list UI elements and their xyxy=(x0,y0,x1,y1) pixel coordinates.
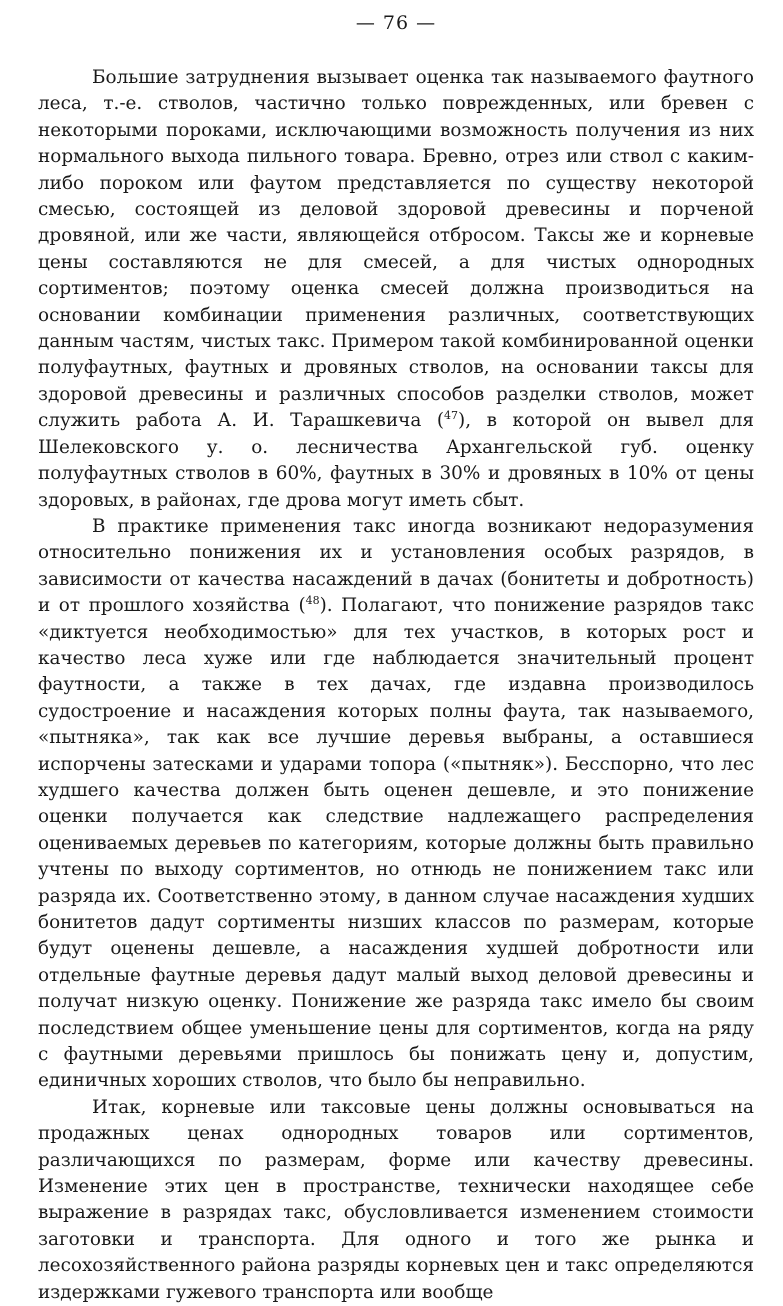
paragraph-text: Итак, корневые или таксовые цены должны основываться на продажных ценах однородных товаров или сортиментов, различающихся по размерам, форме или качеству древесины. Изменение этих цен в пространстве, технически находящее себе выражение в разрядах такс, обусловливается изменением стоимости заготовки и транспорта. Для одного и того же рынка и лесохозяйственного района разряды корневых цен и такс определяются издержками гужевого транспорта или вообще xyxy=(38,1096,754,1303)
paragraph-tax-categories xyxy=(38,514,754,1095)
page-number: — 76 — xyxy=(355,12,437,34)
footnote-reference: 48 xyxy=(305,594,320,607)
paragraph-text: ). Полагают, что понижение разрядов такс «диктуется необходимостью» для тех участков, в которых рост и качество леса хуже или где наблюдается значительный процент фаутности, а также в тех дачах, где издавна производилось судостроение и насаждения которых полны фаута, так называемого, «пытняка», так как все лучшие деревья выбраны, а оставшиеся испорчены затесками и ударами топора («пытняк»). Бесспорно, что лес худшего качества должен быть оценен дешевле, и это понижение оценки получается как следствие надлежащего распределения оцениваемых деревьев по категориям, которые должны быть правильно учтены по выходу сортиментов, но отнюдь не понижением такс или разряда их. Соответственно этому, в данном случае насаждения худших бонитетов дадут сортименты низших классов по размерам, которые будут оценены дешевле, а насаждения худшей добротности или отдельные фаутные деревья дадут малый выход деловой древесины и получат низкую оценку. Понижение же разряда такс имело бы своим последствием общее уменьшение цены для сортиментов, когда на ряду с фаутными деревьями пришлось бы понижать цену и, допустим, единичных хороших стволов, что было бы неправильно. xyxy=(38,595,754,1092)
paragraph-text: В практике применения такс иногда возникают недоразумения относительно понижения их и установления особых разрядов, в зависимости от качества насаждений в дачах (бонитеты и добротность) и от прошлого хозяйства ( xyxy=(38,515,754,617)
paragraph-text: Большие затруднения вызывает оценка так называемого фаутного леса, т.-е. стволов, частично только поврежденных, или бревен с некоторыми пороками, исключающими возможность получения из них нормального выхода пильного товара. Бревно, отрез или ствол с каким-либо пороком или фаутом представляется по существу некоторой смесью, состоящей из деловой здоровой древесины и порченой дровяной, или же части, являющейся отбросом. Таксы же и корневые цены составляются не для смесей, а для чистых однородных сортиментов; поэтому оценка смесей должна производиться на основании комбинации применения различных, соответствующих данным частям, чистых такс. Примером такой комбинированной оценки полуфаутных, фаутных и дровяных стволов, на основании таксы для здоровой древесины и различных способов разделки стволов, может служить работа А. И. Тарашкевича ( xyxy=(38,67,754,432)
footnote-reference: 47 xyxy=(444,409,459,423)
paragraph-stumpage-prices xyxy=(38,1095,754,1306)
book-page xyxy=(38,8,754,1306)
paragraph-text: ), в которой он вывел для Шелековского у. о. лесничества Архангельской губ. оценку полуфаутных стволов в 60%, фаутных в 30% и дровяных в 10% от цены здоровых, в районах, где дрова могут иметь сбыт. xyxy=(38,410,754,511)
paragraph-faut-timber-valuation xyxy=(38,65,754,514)
